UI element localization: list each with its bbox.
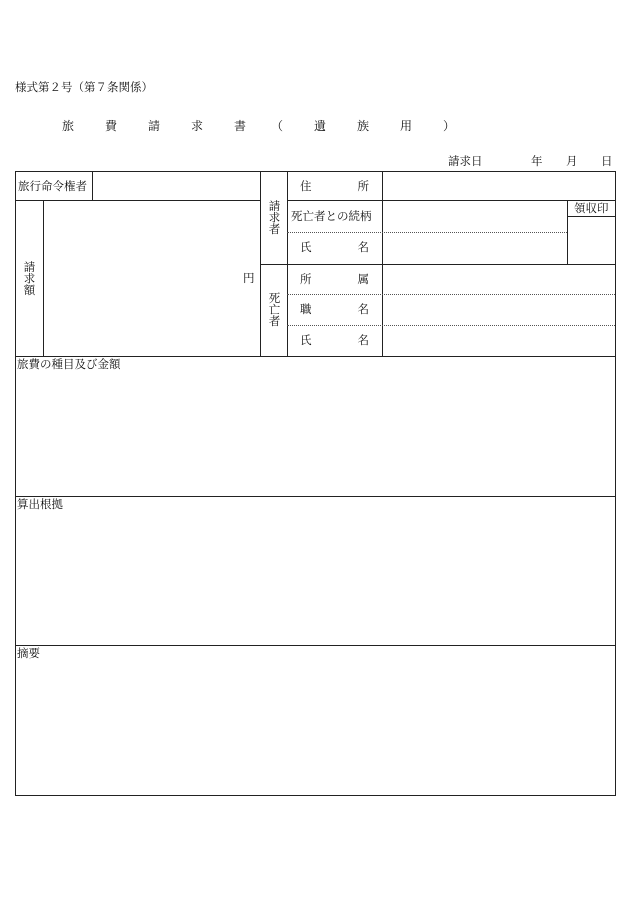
claimant-name-label-char-1: 氏 [300,240,312,254]
expense-types-field[interactable] [16,373,614,495]
claimant-name-label-char-2: 名 [357,240,369,254]
travel-order-authority-field[interactable] [93,172,259,200]
table-border-right [615,171,616,796]
expense-types-label: 旅費の種目及び金額 [17,357,121,371]
claim-date-label: 請求日 [448,154,483,168]
affiliation-label-char-2: 属 [357,272,369,286]
relationship-field[interactable] [383,201,566,232]
travel-order-authority-label: 旅行命令権者 [18,179,87,193]
claimant-name-field[interactable] [383,233,566,263]
day-label: 日 [601,154,613,168]
year-label: 年 [531,154,543,168]
address-label-char-1: 住 [300,179,312,193]
deceased-group-label: 死亡者 [267,292,282,327]
table-border-bottom [15,795,616,796]
deceased-name-label-char-1: 氏 [300,333,312,347]
deceased-name-label [300,335,369,347]
position-label-char-2: 名 [357,302,369,316]
receipt-seal-box[interactable] [568,217,614,263]
month-label: 月 [566,154,578,168]
basis-section-top [15,496,616,497]
claim-amount-label: 請求額 [22,261,37,296]
claimant-group-label: 請求者 [267,200,282,235]
claimant-name-label [300,242,369,254]
relationship-label: 死亡者との続柄 [291,209,372,223]
position-label-char-1: 職 [300,302,312,316]
address-label [300,181,369,193]
form-number: 様式第２号（第７条関係） [15,80,153,94]
summary-label: 摘要 [17,646,40,660]
deceased-position-field[interactable] [383,295,614,325]
affiliation-label-char-1: 所 [300,272,312,286]
claimant-address-field[interactable] [383,172,614,200]
position-label [300,304,369,316]
summary-field[interactable] [16,662,614,794]
yen-unit: 円 [243,271,255,285]
claim-amount-field[interactable] [44,201,259,355]
calculation-basis-label: 算出根拠 [17,497,63,511]
receipt-seal-label: 領収印 [574,201,609,215]
calculation-basis-field[interactable] [16,513,614,644]
affiliation-label [300,274,369,286]
summary-section-top [15,645,616,646]
deceased-name-field[interactable] [383,326,614,355]
deceased-name-label-char-2: 名 [357,333,369,347]
deceased-affiliation-field[interactable] [383,265,614,294]
address-label-char-2: 所 [357,179,369,193]
form-title: 旅 費 請 求 書 （ 遺 族 用 ） [62,119,465,133]
